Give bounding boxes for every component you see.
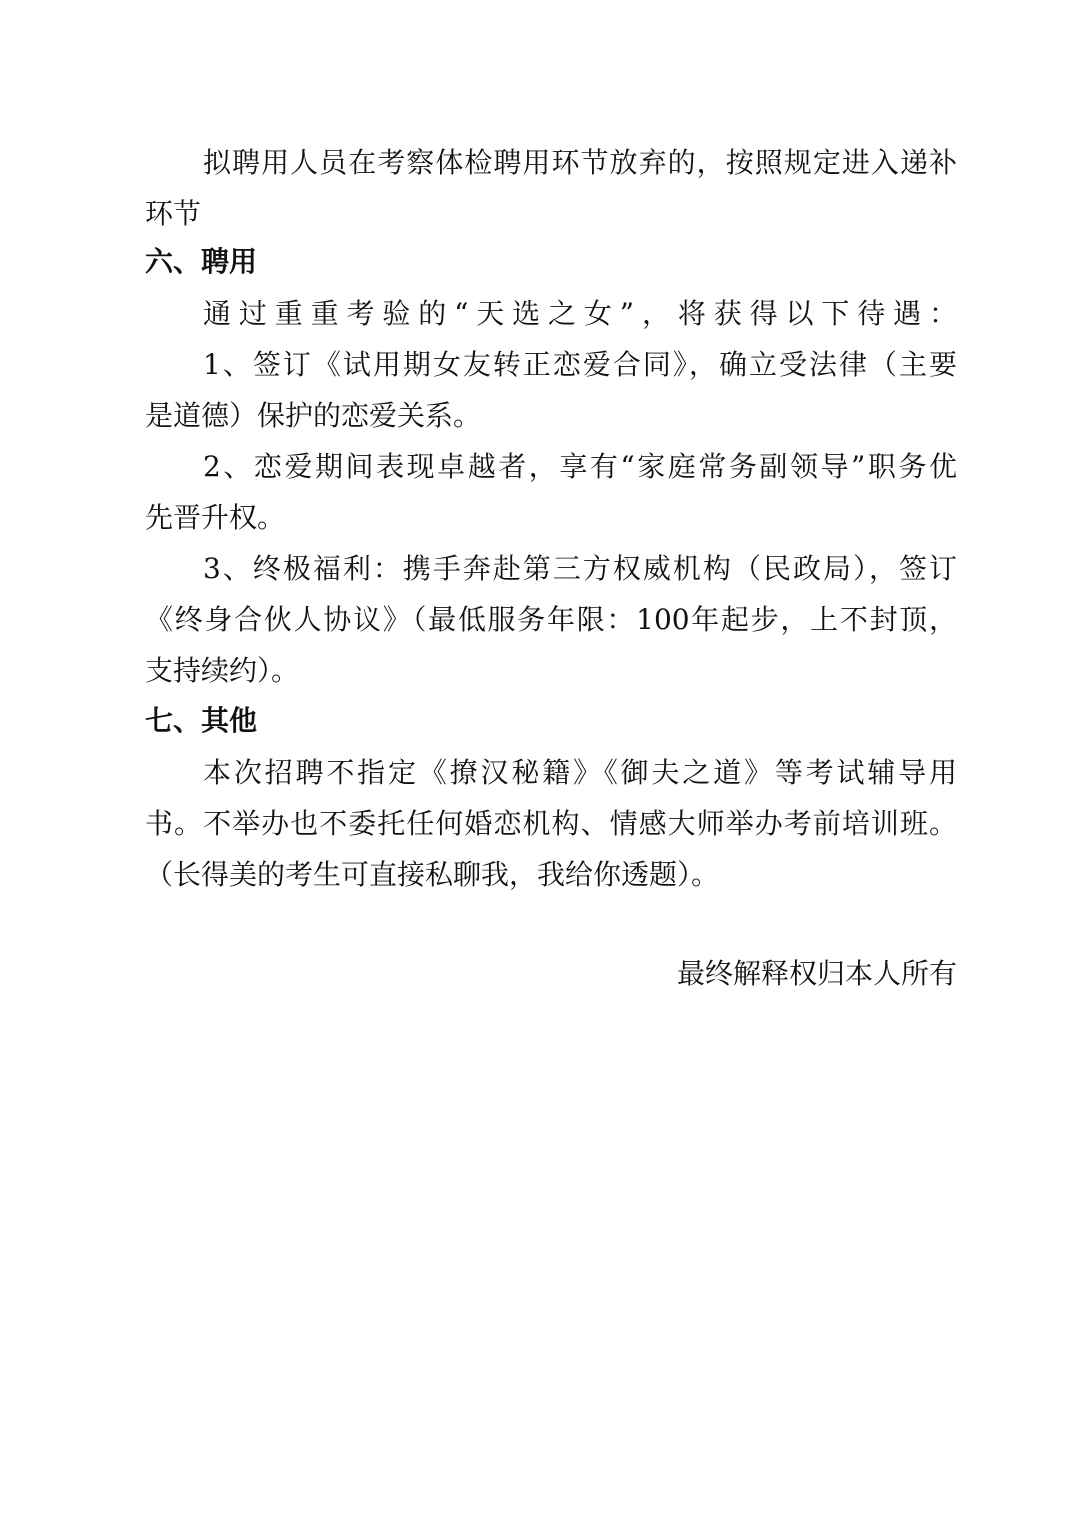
- list-item-line: 3、终极福利：携手奔赴第三方权威机构（民政局），签订: [203, 552, 957, 585]
- list-item-line: 是道德）保护的恋爱关系。: [145, 399, 482, 432]
- paragraph-line: （长得美的考生可直接私聊我，我给你透题）。: [145, 858, 720, 891]
- list-item-line: 先晋升权。: [145, 501, 286, 534]
- list-item-line: 1、签订《试用期女友转正恋爱合同》，确立受法律（主要: [203, 348, 957, 381]
- list-item-line: 《终身合伙人协议》（最低服务年限：100年起步，上不封顶，: [145, 603, 957, 636]
- paragraph-line: 本次招聘不指定《撩汉秘籍》《御夫之道》等考试辅导用: [203, 756, 957, 789]
- paragraph-line: 拟聘用人员在考察体检聘用环节放弃的，按照规定进入递补: [203, 146, 957, 179]
- paragraph-line: 环节: [145, 197, 202, 230]
- paragraph-line: 书。不举办也不委托任何婚恋机构、情感大师举办考前培训班。: [145, 807, 957, 840]
- footer-note: 最终解释权归本人所有: [676, 957, 957, 990]
- section-heading: 六、聘用: [145, 245, 258, 278]
- paragraph-line: 通过重重考验的“天选之女”，将获得以下待遇：: [203, 297, 957, 330]
- section-heading: 七、其他: [145, 704, 258, 737]
- list-item-line: 2、恋爱期间表现卓越者，享有“家庭常务副领导”职务优: [203, 450, 957, 483]
- list-item-line: 支持续约）。: [145, 654, 300, 687]
